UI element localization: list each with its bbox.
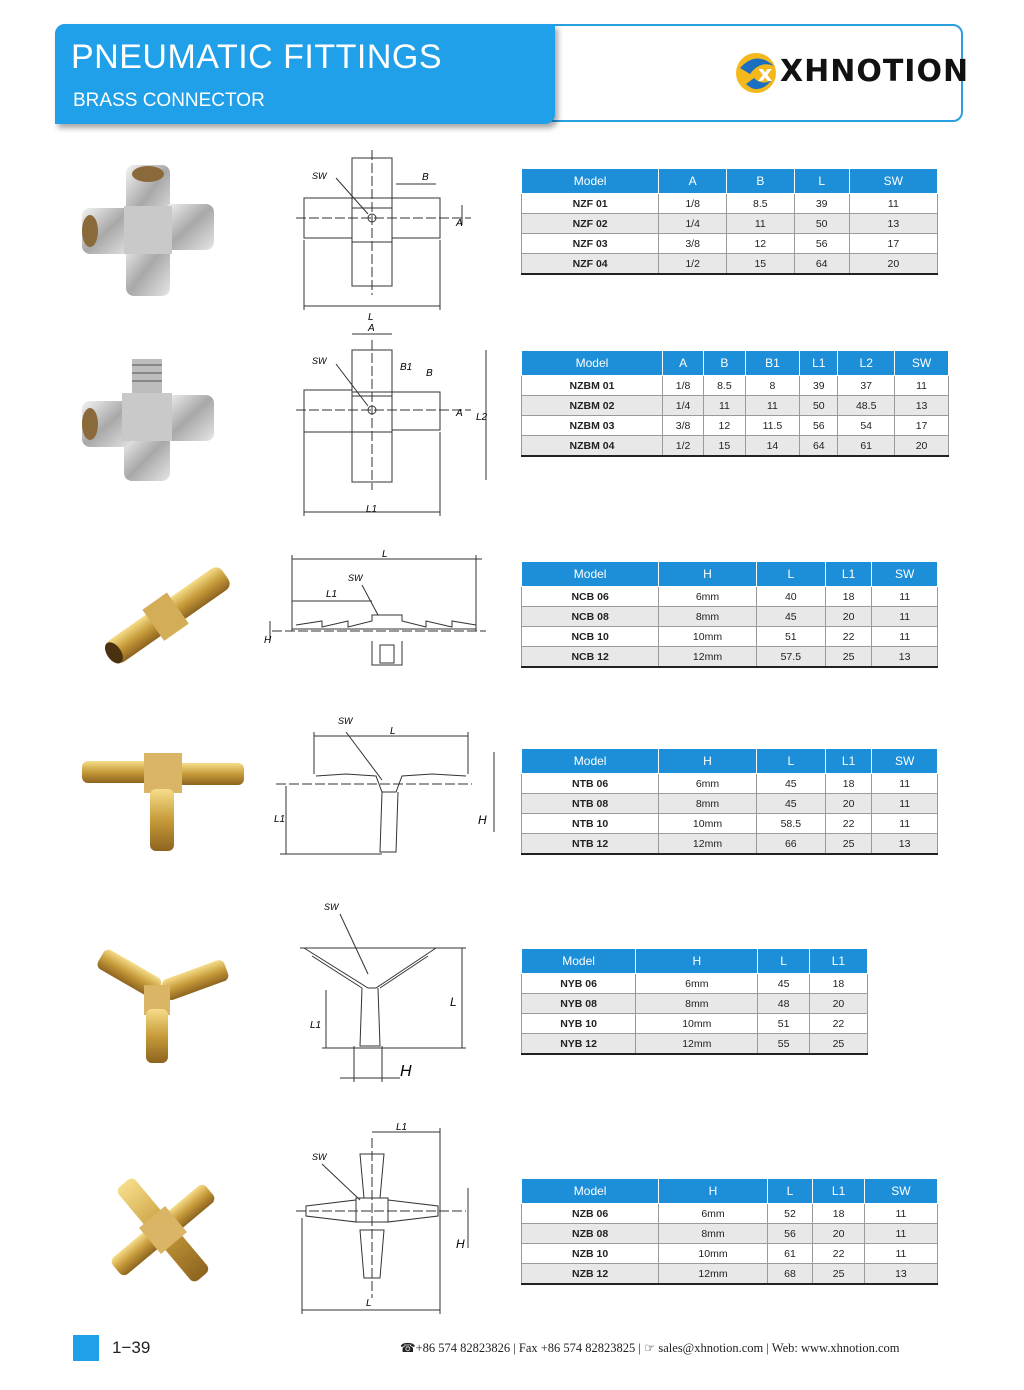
value-cell: 56 — [767, 1224, 813, 1244]
value-cell: 8.5 — [726, 194, 794, 214]
product-photo-cross-barb — [98, 1165, 228, 1295]
value-cell: 64 — [794, 254, 849, 275]
label-l: L — [366, 1298, 372, 1309]
value-cell: 3/8 — [662, 416, 703, 436]
value-cell: 1/4 — [659, 214, 727, 234]
value-cell: 64 — [800, 436, 838, 457]
table-row — [522, 376, 949, 396]
value-cell: 10mm — [659, 627, 756, 647]
table-row — [522, 1204, 938, 1224]
value-cell: 20 — [849, 254, 937, 275]
table-row — [522, 1244, 938, 1264]
value-cell: 11 — [864, 1244, 937, 1264]
table-row — [522, 436, 949, 457]
column-header: L1 — [809, 949, 867, 974]
model-cell: NCB 10 — [522, 627, 659, 647]
product-photo-cross-male — [78, 355, 218, 485]
table-header-row — [522, 1179, 938, 1204]
value-cell: 11 — [872, 814, 938, 834]
value-cell: 25 — [825, 647, 871, 668]
label-l: L — [390, 726, 396, 737]
column-header: B1 — [745, 351, 800, 376]
value-cell: 20 — [809, 994, 867, 1014]
table-header-row — [522, 749, 938, 774]
value-cell: 11 — [864, 1204, 937, 1224]
value-cell: 12mm — [659, 834, 756, 855]
value-cell: 3/8 — [659, 234, 727, 254]
drawing-straight-barb — [262, 545, 492, 685]
column-header: H — [636, 949, 758, 974]
table-row — [522, 627, 938, 647]
column-header: L — [758, 949, 809, 974]
model-cell: NZBM 03 — [522, 416, 663, 436]
model-cell: NZB 12 — [522, 1264, 659, 1285]
table-row — [522, 974, 868, 994]
column-header: L2 — [838, 351, 895, 376]
value-cell: 13 — [872, 647, 938, 668]
value-cell: 25 — [813, 1264, 865, 1285]
model-cell: NCB 08 — [522, 607, 659, 627]
page-subtitle: BRASS CONNECTOR — [73, 90, 265, 111]
contact-line: ☎+86 574 82823826 | Fax +86 574 82823825 | ☞ sales@xhnotion.com | Web: www.xhnotion.com — [400, 1341, 900, 1355]
value-cell: 12 — [704, 416, 745, 436]
column-header: L1 — [813, 1179, 865, 1204]
value-cell: 10mm — [659, 814, 756, 834]
value-cell: 13 — [849, 214, 937, 234]
product-photo-cross-female — [78, 160, 218, 300]
spec-table-nzf — [521, 168, 938, 275]
value-cell: 6mm — [636, 974, 758, 994]
table-row — [522, 834, 938, 855]
value-cell: 8mm — [659, 1224, 767, 1244]
svg-text:x: x — [758, 62, 773, 87]
value-cell: 11 — [864, 1224, 937, 1244]
label-h: H — [400, 1063, 412, 1080]
drawing-tee-barb — [272, 712, 502, 862]
model-cell: NZB 10 — [522, 1244, 659, 1264]
column-header: SW — [895, 351, 949, 376]
table-row — [522, 396, 949, 416]
value-cell: 1/4 — [662, 396, 703, 416]
column-header: Model — [522, 949, 636, 974]
table-header-row — [522, 949, 868, 974]
model-cell: NYB 08 — [522, 994, 636, 1014]
label-l1: L1 — [274, 814, 286, 825]
model-cell: NZB 08 — [522, 1224, 659, 1244]
table-row — [522, 607, 938, 627]
value-cell: 22 — [813, 1244, 865, 1264]
label-l1: L1 — [310, 1020, 322, 1031]
value-cell: 8mm — [659, 607, 756, 627]
column-header: H — [659, 749, 756, 774]
model-cell: NTB 08 — [522, 794, 659, 814]
value-cell: 1/8 — [662, 376, 703, 396]
model-cell: NTB 10 — [522, 814, 659, 834]
value-cell: 12mm — [659, 1264, 767, 1285]
header-title-panel — [55, 24, 555, 124]
label-a: A — [456, 218, 463, 229]
label-sw: SW — [312, 171, 327, 181]
value-cell: 20 — [825, 794, 871, 814]
column-header: L1 — [825, 749, 871, 774]
label-sw: SW — [312, 1152, 327, 1162]
column-header: L — [756, 749, 825, 774]
value-cell: 56 — [800, 416, 838, 436]
label-sw: SW — [324, 902, 339, 912]
label-b: B — [422, 172, 429, 183]
column-header: H — [659, 1179, 767, 1204]
value-cell: 18 — [825, 587, 871, 607]
drawing-cross-female — [296, 150, 486, 325]
value-cell: 14 — [745, 436, 800, 457]
column-header: Model — [522, 749, 659, 774]
value-cell: 61 — [838, 436, 895, 457]
value-cell: 11 — [872, 794, 938, 814]
model-cell: NYB 12 — [522, 1034, 636, 1055]
value-cell: 22 — [809, 1014, 867, 1034]
value-cell: 12mm — [636, 1034, 758, 1055]
value-cell: 66 — [756, 834, 825, 855]
label-l1: L1 — [326, 589, 338, 600]
logo-text: XHNOTION — [780, 54, 970, 89]
value-cell: 11 — [872, 607, 938, 627]
label-sw: SW — [312, 356, 327, 366]
column-header: Model — [522, 562, 659, 587]
page-marker — [73, 1335, 99, 1361]
column-header: Model — [522, 169, 659, 194]
model-cell: NZF 02 — [522, 214, 659, 234]
value-cell: 39 — [794, 194, 849, 214]
value-cell: 20 — [813, 1224, 865, 1244]
value-cell: 13 — [895, 396, 949, 416]
model-cell: NYB 10 — [522, 1014, 636, 1034]
drawing-cross-male — [296, 320, 496, 520]
value-cell: 50 — [794, 214, 849, 234]
value-cell: 45 — [756, 774, 825, 794]
model-cell: NYB 06 — [522, 974, 636, 994]
column-header: L — [794, 169, 849, 194]
value-cell: 51 — [756, 627, 825, 647]
value-cell: 11 — [872, 774, 938, 794]
table-header-row — [522, 351, 949, 376]
value-cell: 1/2 — [659, 254, 727, 275]
value-cell: 25 — [825, 834, 871, 855]
model-cell: NZBM 04 — [522, 436, 663, 457]
table-row — [522, 994, 868, 1014]
label-a2: A — [456, 408, 463, 419]
value-cell: 22 — [825, 814, 871, 834]
value-cell: 8mm — [636, 994, 758, 1014]
column-header: L1 — [825, 562, 871, 587]
value-cell: 10mm — [636, 1014, 758, 1034]
label-b1: B1 — [400, 362, 413, 373]
value-cell: 56 — [794, 234, 849, 254]
table-row — [522, 774, 938, 794]
label-l2: L2 — [476, 412, 488, 423]
column-header: SW — [872, 749, 938, 774]
label-l1: L1 — [396, 1122, 408, 1133]
page-number: 1−39 — [112, 1338, 151, 1357]
drawing-cross-barb — [296, 1118, 496, 1318]
value-cell: 48.5 — [838, 396, 895, 416]
table-row — [522, 587, 938, 607]
label-h: H — [264, 635, 272, 646]
value-cell: 15 — [726, 254, 794, 275]
value-cell: 6mm — [659, 1204, 767, 1224]
value-cell: 68 — [767, 1264, 813, 1285]
label-b: B — [426, 368, 433, 379]
product-photo-tee-barb — [78, 745, 248, 855]
column-header: L1 — [800, 351, 838, 376]
label-h: H — [478, 813, 487, 827]
page-title: PNEUMATIC FITTINGS — [71, 38, 443, 76]
value-cell: 45 — [756, 607, 825, 627]
value-cell: 11 — [895, 376, 949, 396]
table-row — [522, 254, 938, 275]
table-header-row — [522, 562, 938, 587]
value-cell: 8mm — [659, 794, 756, 814]
column-header: A — [662, 351, 703, 376]
value-cell: 18 — [825, 774, 871, 794]
value-cell: 58.5 — [756, 814, 825, 834]
label-l1: L1 — [366, 504, 378, 515]
value-cell: 8 — [745, 376, 800, 396]
value-cell: 54 — [838, 416, 895, 436]
value-cell: 11 — [872, 587, 938, 607]
model-cell: NZF 03 — [522, 234, 659, 254]
value-cell: 13 — [864, 1264, 937, 1285]
table-row — [522, 214, 938, 234]
drawing-y-barb — [296, 896, 496, 1086]
column-header: Model — [522, 351, 663, 376]
column-header: B — [726, 169, 794, 194]
value-cell: 37 — [838, 376, 895, 396]
value-cell: 18 — [813, 1204, 865, 1224]
value-cell: 61 — [767, 1244, 813, 1264]
table-row — [522, 814, 938, 834]
value-cell: 6mm — [659, 587, 756, 607]
column-header: SW — [864, 1179, 937, 1204]
value-cell: 11 — [704, 396, 745, 416]
value-cell: 8.5 — [704, 376, 745, 396]
table-row — [522, 1224, 938, 1244]
value-cell: 17 — [849, 234, 937, 254]
value-cell: 1/8 — [659, 194, 727, 214]
value-cell: 52 — [767, 1204, 813, 1224]
value-cell: 22 — [825, 627, 871, 647]
table-row — [522, 234, 938, 254]
table-row — [522, 1034, 868, 1055]
value-cell: 11 — [849, 194, 937, 214]
model-cell: NTB 06 — [522, 774, 659, 794]
value-cell: 12mm — [659, 647, 756, 668]
product-photo-straight-barb — [88, 560, 248, 670]
value-cell: 12 — [726, 234, 794, 254]
model-cell: NZF 04 — [522, 254, 659, 275]
value-cell: 11.5 — [745, 416, 800, 436]
column-header: A — [659, 169, 727, 194]
table-row — [522, 1264, 938, 1285]
value-cell: 50 — [800, 396, 838, 416]
value-cell: 55 — [758, 1034, 809, 1055]
value-cell: 51 — [758, 1014, 809, 1034]
model-cell: NZBM 02 — [522, 396, 663, 416]
spec-table-ncb — [521, 561, 938, 668]
column-header: B — [704, 351, 745, 376]
table-header-row — [522, 169, 938, 194]
value-cell: 17 — [895, 416, 949, 436]
column-header: L — [756, 562, 825, 587]
value-cell: 45 — [756, 794, 825, 814]
value-cell: 1/2 — [662, 436, 703, 457]
label-h: H — [456, 1237, 465, 1251]
label-l: L — [368, 312, 374, 323]
value-cell: 45 — [758, 974, 809, 994]
model-cell: NTB 12 — [522, 834, 659, 855]
model-cell: NZB 06 — [522, 1204, 659, 1224]
model-cell: NZBM 01 — [522, 376, 663, 396]
column-header: H — [659, 562, 756, 587]
product-photo-y-barb — [88, 935, 238, 1065]
model-cell: NCB 12 — [522, 647, 659, 668]
column-header: L — [767, 1179, 813, 1204]
table-row — [522, 194, 938, 214]
label-l: L — [382, 549, 388, 560]
spec-table-nyb — [521, 948, 868, 1055]
spec-table-nzbm — [521, 350, 949, 457]
value-cell: 15 — [704, 436, 745, 457]
value-cell: 11 — [726, 214, 794, 234]
label-l: L — [450, 995, 457, 1009]
spec-table-nzb — [521, 1178, 938, 1285]
value-cell: 13 — [872, 834, 938, 855]
table-row — [522, 1014, 868, 1034]
table-row — [522, 647, 938, 668]
value-cell: 11 — [745, 396, 800, 416]
model-cell: NCB 06 — [522, 587, 659, 607]
value-cell: 25 — [809, 1034, 867, 1055]
table-row — [522, 794, 938, 814]
value-cell: 40 — [756, 587, 825, 607]
value-cell: 10mm — [659, 1244, 767, 1264]
value-cell: 20 — [895, 436, 949, 457]
value-cell: 11 — [872, 627, 938, 647]
label-a: A — [368, 323, 375, 334]
value-cell: 20 — [825, 607, 871, 627]
label-sw: SW — [348, 573, 363, 583]
label-sw: SW — [338, 716, 353, 726]
spec-table-ntb — [521, 748, 938, 855]
model-cell: NZF 01 — [522, 194, 659, 214]
value-cell: 6mm — [659, 774, 756, 794]
value-cell: 57.5 — [756, 647, 825, 668]
column-header: Model — [522, 1179, 659, 1204]
column-header: SW — [849, 169, 937, 194]
value-cell: 18 — [809, 974, 867, 994]
value-cell: 48 — [758, 994, 809, 1014]
column-header: SW — [872, 562, 938, 587]
value-cell: 39 — [800, 376, 838, 396]
table-row — [522, 416, 949, 436]
